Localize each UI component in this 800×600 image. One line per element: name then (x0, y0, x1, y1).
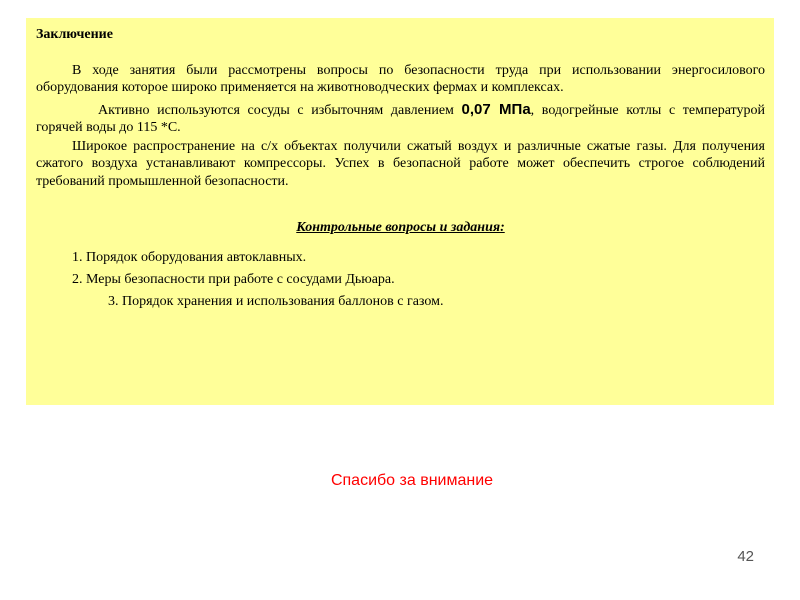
thanks-message: Спасибо за внимание (330, 472, 494, 489)
paragraph-vessels (36, 101, 765, 137)
paragraph-summary: В ходе занятия были рассмотрены вопросы по безопасности труда при использовании энергосилового оборудования которое широко применяется на животноводческих фермах и комплексах. (36, 62, 765, 95)
paragraph-vessels-text-end: , водогрейные котлы с температурой горячей воды до 115 *С. (36, 102, 765, 135)
paragraph-compressed-air: Широкое распространение на с/х объектах получили сжатый воздух и различные сжатые газы. Для получения сжатого воздуха устанавливают компрессоры. Успех в безопасной работе может обеспечить строгое соблюдений требований промышленной безопасности. (36, 138, 765, 189)
paragraph-vessels-text-start: Активно используются сосуды с избыточням давлением (98, 102, 462, 118)
page-number: 42 (737, 548, 754, 565)
content-textbox (26, 18, 774, 405)
question-item: 2. Меры безопасности при работе с сосудами Дьюара. (72, 271, 395, 287)
conclusion-heading: Заключение (36, 27, 113, 42)
question-item: 1. Порядок оборудования автоклавных. (72, 249, 307, 265)
questions-title: Контрольные вопросы и задания: (296, 220, 505, 235)
pressure-value: 0,07 МПа (461, 100, 531, 118)
question-item: 3. Порядок хранения и использования баллонов с газом. (108, 293, 444, 309)
